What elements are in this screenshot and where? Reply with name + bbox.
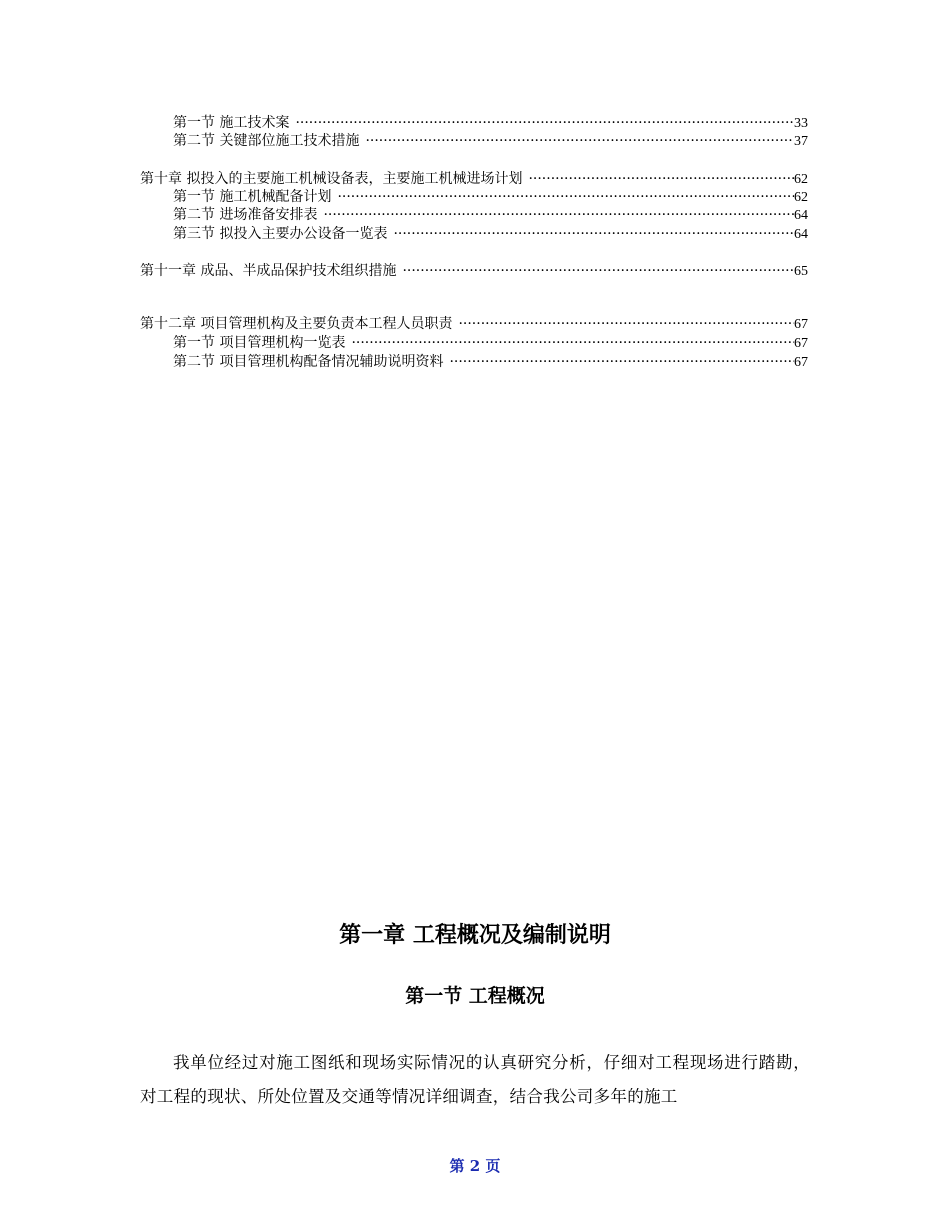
toc-entry-label: 第十章 拟投入的主要施工机械设备表，主要施工机械进场计划 [140,171,523,187]
toc-entry[interactable] [173,132,808,151]
toc-dot-leader [365,132,794,150]
toc-entry[interactable] [140,315,808,334]
toc-dot-leader [323,206,794,224]
toc-entry-label: 第二节 项目管理机构配备情况辅助说明资料 [173,354,444,370]
toc-dot-leader [295,114,794,132]
toc-entry-label: 第二节 进场准备安排表 [173,207,318,223]
toc-entry-label: 第一节 施工技术案 [173,115,290,131]
toc-entry-page: 62 [794,190,808,205]
toc-entry[interactable] [173,353,808,372]
toc-entry[interactable] [173,206,808,225]
toc-entry-label: 第十一章 成品、半成品保护技术组织措施 [140,263,397,279]
toc-entry-page: 64 [794,208,808,223]
chapter-title: 第一章 工程概况及编制说明 [339,923,611,948]
toc-dot-leader [337,188,794,206]
toc-entry[interactable] [173,225,808,244]
toc-dot-leader [402,262,794,280]
toc-entry-page: 64 [794,227,808,242]
toc-entry-page: 33 [794,116,808,131]
toc-dot-leader [449,353,794,371]
toc-entry-page: 67 [794,355,808,370]
toc-entry[interactable] [173,114,808,133]
body-paragraph: 我单位经过对施工图纸和现场实际情况的认真研究分析，仔细对工程现场进行踏勘，对工程的现状、所处位置及交通等情况详细调查，结合我公司多年的施工 [140,1053,810,1106]
toc-entry[interactable] [140,262,808,281]
section-title: 第一节 工程概况 [405,985,545,1007]
toc-entry-page: 62 [794,172,808,187]
toc-entry-label: 第二节 关键部位施工技术措施 [173,133,360,149]
toc-entry[interactable] [140,170,808,189]
toc-entry-label: 第三节 拟投入主要办公设备一览表 [173,226,388,242]
toc-entry-label: 第一节 项目管理机构一览表 [173,335,346,351]
toc-entry[interactable] [173,334,808,353]
toc-dot-leader [393,225,794,243]
toc-entry-page: 67 [794,336,808,351]
toc-dot-leader [458,315,794,333]
toc-entry[interactable] [173,188,808,207]
toc-dot-leader [351,334,794,352]
toc-dot-leader [528,170,794,188]
toc-entry-label: 第十二章 项目管理机构及主要负责本工程人员职责 [140,316,453,332]
toc-entry-label: 第一节 施工机械配备计划 [173,189,332,205]
toc-entry-page: 65 [794,264,808,279]
toc-entry-page: 67 [794,317,808,332]
toc-entry-page: 37 [794,134,808,149]
page-number-footer: 第 2 页 [449,1157,501,1175]
